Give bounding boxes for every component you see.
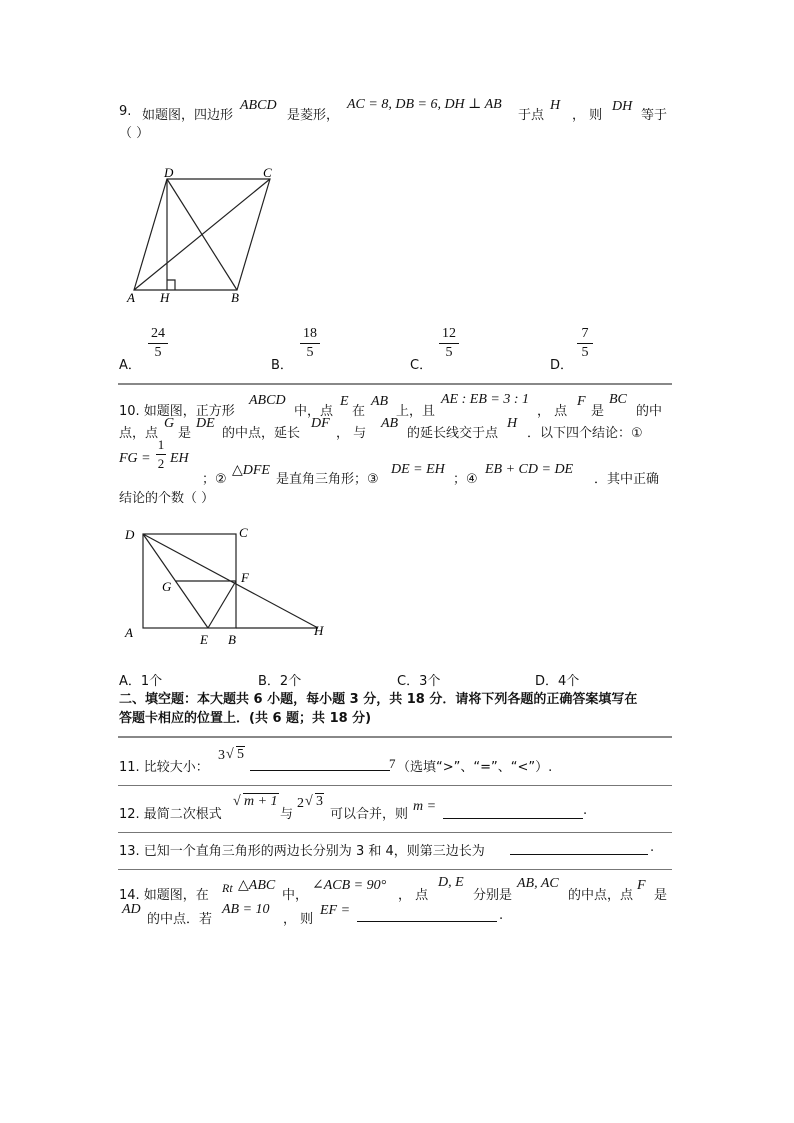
q10-text-3c: ；④ <box>453 472 478 487</box>
q10-ab2: AB <box>381 416 399 431</box>
q12-text-a: 12. 最简二次根式 <box>119 807 222 822</box>
q14-answer-blank[interactable] <box>357 921 497 922</box>
q10-text-2f: ．以下四个结论：① <box>527 426 643 441</box>
q11-answer-blank[interactable] <box>250 770 390 771</box>
label-h: H <box>160 290 170 305</box>
q14-text-b: 中， <box>282 888 309 903</box>
divider <box>118 785 672 786</box>
q9-option-a-fraction: 24 5 <box>148 326 168 361</box>
q10-bc: BC <box>609 392 627 407</box>
label-b: B <box>231 290 239 305</box>
q9-option-b-fraction: 18 5 <box>300 326 320 361</box>
q10-f: F <box>577 394 586 409</box>
label-g: G <box>162 579 172 594</box>
q9-rhombus-figure <box>120 162 290 307</box>
q9-h: H <box>550 98 561 113</box>
q10-df: DF <box>311 416 330 431</box>
label-d: D <box>125 527 135 542</box>
q9-condition: AC = 8, DB = 6, DH ⊥ AB <box>347 97 502 112</box>
q14-text-f2: 是 <box>654 888 668 903</box>
q14-ef: EF = <box>320 903 351 918</box>
label-c: C <box>239 525 248 540</box>
q12-radicand-1: m + 1 <box>244 794 278 809</box>
q10-triangle: △DFE <box>232 463 270 478</box>
q10-text-3a: ；② <box>202 472 227 487</box>
q9-dh: DH <box>612 99 633 114</box>
q11-radicand: 5 <box>237 747 244 762</box>
q10-fg: FG = <box>119 451 151 466</box>
q10-text-3b: 是直角三角形；③ <box>276 472 379 487</box>
q10-option-c: C．3个 <box>397 674 441 689</box>
q14-angle: ∠ACB = 90° <box>312 878 387 893</box>
q10-de: DE <box>196 416 215 431</box>
q14-f: F <box>637 878 646 893</box>
q10-text-1d: 上，且 <box>396 404 436 419</box>
section2-heading-2: 答题卡相应的位置上．(共 6 题；共 18 分) <box>119 711 372 726</box>
q9-option-b-letter: B． <box>271 358 293 373</box>
q10-option-b: B．2个 <box>258 674 302 689</box>
q9-text-4: ， 则 <box>572 108 603 123</box>
q11-text-a: 11. 比较大小： <box>119 760 209 775</box>
label-c: C <box>263 165 272 180</box>
q13-text: 13. 已知一个直角三角形的两边长分别为 3 和 4，则第三边长为 <box>119 844 485 859</box>
q10-ratio: AE : EB = 3 : 1 <box>441 392 529 407</box>
q14-text-e: 的中点，点 <box>568 888 634 903</box>
q9-option-a-letter: A． <box>119 358 141 373</box>
q14-abac: AB, AC <box>517 876 559 891</box>
q10-h: H <box>507 416 518 431</box>
q10-text-2a: 点，点 <box>119 426 159 441</box>
q9-option-d-fraction: 7 5 <box>577 326 593 361</box>
label-b: B <box>228 632 236 647</box>
label-f: F <box>241 570 249 585</box>
q10-text-1a: 10. 如题图，正方形 <box>119 404 235 419</box>
q12-coef: 2 <box>297 796 304 811</box>
q14-ab10: AB = 10 <box>222 902 270 917</box>
diagonal-db <box>167 179 237 290</box>
q9-number: 9. <box>119 104 132 119</box>
divider <box>118 832 672 833</box>
q10-abcd: ABCD <box>249 393 286 408</box>
q14-de: D, E <box>438 875 464 890</box>
q10-ab: AB <box>371 394 389 409</box>
q12-answer-blank[interactable] <box>443 818 583 819</box>
q14-end: . <box>499 908 504 923</box>
q10-text-1g: 的中 <box>636 404 663 419</box>
q10-text-2e: 的延长线交于点 <box>407 426 499 441</box>
q10-text-2d: ， 与 <box>336 426 367 441</box>
q11-sqrt-sign: √ <box>226 747 234 762</box>
q14-text-d: 分别是 <box>473 888 513 903</box>
q9-option-c-fraction: 12 5 <box>439 326 459 361</box>
section2-heading-1: 二、填空题：本大题共 6 小题，每小题 3 分，共 18 分．请将下列各题的正确答案填写在 <box>119 692 638 707</box>
divider <box>118 736 672 738</box>
q10-option-a: A．1个 <box>119 674 163 689</box>
q12-radicand-2: 3 <box>316 794 323 809</box>
q12-text-b: 与 <box>280 807 294 822</box>
q9-text-2: 是菱形， <box>287 108 340 123</box>
q10-option-d: D．4个 <box>535 674 580 689</box>
q10-eb-cd: EB + CD = DE <box>485 462 574 477</box>
q12-end: . <box>583 803 588 818</box>
q14-ad: AD <box>122 902 141 917</box>
q10-square-figure <box>120 520 340 650</box>
q14-text-c: ， 点 <box>398 888 429 903</box>
q10-text-1f: 是 <box>591 404 605 419</box>
q10-text-2c: 的中点，延长 <box>222 426 301 441</box>
q12-sqrt-sign-2: √ <box>305 794 313 809</box>
line-ef <box>208 581 236 628</box>
right-angle-mark <box>167 280 175 290</box>
label-d: D <box>164 165 174 180</box>
q13-answer-blank[interactable] <box>510 854 648 855</box>
q9-text-1: 如题图，四边形 <box>142 108 234 123</box>
q14-rt: Rt <box>222 881 233 895</box>
q9-text-5: 等于 <box>641 108 668 123</box>
q11-seven: 7 <box>389 756 396 771</box>
q10-text-3d: ．其中正确 <box>594 472 660 487</box>
q12-m: m = <box>413 799 437 814</box>
q10-text-2b: 是 <box>178 426 192 441</box>
q14-text-a: 14. 如题图，在 <box>119 888 209 903</box>
q12-text-c: 可以合并，则 <box>330 807 409 822</box>
q9-option-c-letter: C． <box>410 358 433 373</box>
q9-paren: （ ） <box>119 126 150 141</box>
q14-triangle: △ABC <box>238 878 276 893</box>
q9-abcd: ABCD <box>240 98 277 113</box>
q10-text-1c: 在 <box>352 404 366 419</box>
q10-text-1e: ， 点 <box>537 404 568 419</box>
label-h: H <box>314 623 324 638</box>
q14-text-g: 的中点．若 <box>147 912 213 927</box>
q10-half: 1 2 <box>157 437 165 471</box>
q10-text-4: 结论的个数（ ） <box>119 491 215 506</box>
q9-text-3: 于点 <box>518 108 545 123</box>
q10-e: E <box>340 394 349 409</box>
q10-g: G <box>164 416 175 431</box>
label-e: E <box>200 632 208 647</box>
q12-sqrt-sign-1: √ <box>233 794 241 809</box>
q11-coef: 3 <box>218 748 225 763</box>
q10-de-eh: DE = EH <box>391 462 445 477</box>
divider <box>118 869 672 870</box>
q10-eh: EH <box>170 451 189 466</box>
label-a: A <box>127 290 135 305</box>
label-a: A <box>125 625 133 640</box>
q14-text-h: ， 则 <box>283 912 314 927</box>
q13-end: . <box>650 840 655 855</box>
q9-option-d-letter: D． <box>550 358 574 373</box>
divider <box>118 383 672 385</box>
q10-text-1b: 中，点 <box>294 404 334 419</box>
q11-text-b: （选填“>”、“=”、“<”）. <box>397 760 553 775</box>
